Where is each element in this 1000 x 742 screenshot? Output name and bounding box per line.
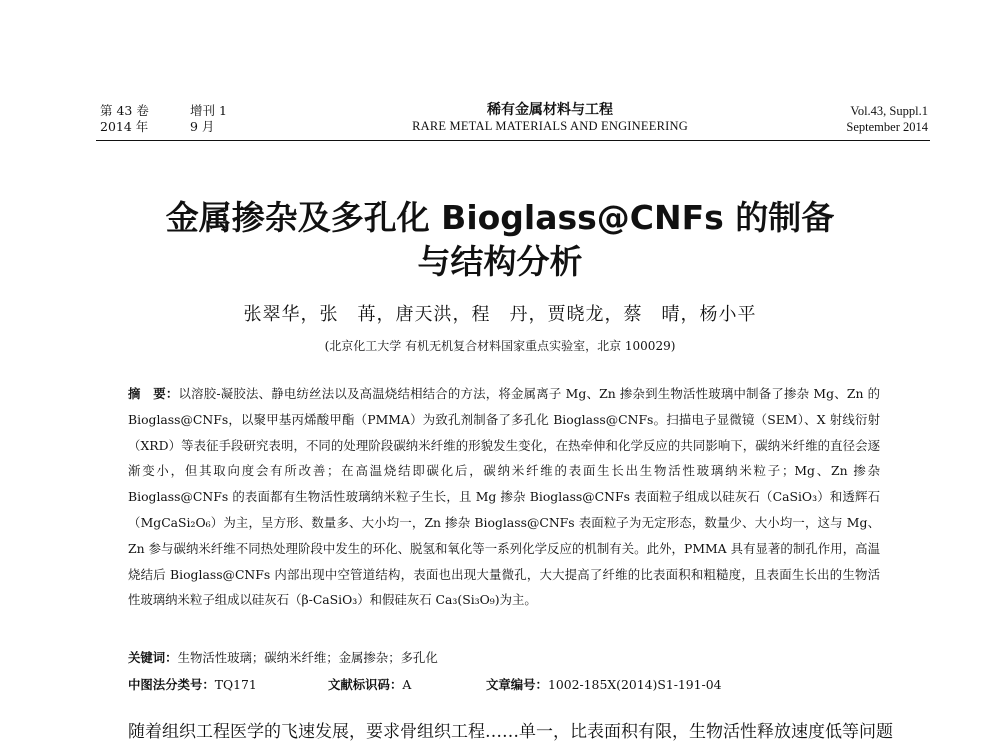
journal-title-en: RARE METAL MATERIALS AND ENGINEERING bbox=[412, 119, 688, 133]
month-cn: 9 月 bbox=[190, 119, 215, 134]
supplement-cn: 增刊 1 bbox=[190, 103, 227, 118]
affiliation: (北京化工大学 有机无机复合材料国家重点实验室，北京 100029) bbox=[324, 339, 676, 353]
title-line-1: 金属掺杂及多孔化 Bioglass@CNFs 的制备 bbox=[165, 198, 835, 237]
journal-header bbox=[390, 102, 710, 134]
classification-row bbox=[128, 676, 880, 694]
journal-title-cn: 稀有金属材料与工程 bbox=[487, 102, 613, 118]
article-title bbox=[60, 196, 940, 284]
year-cn: 2014 年 bbox=[100, 119, 149, 134]
article-no-item bbox=[486, 676, 722, 694]
volume-en: Vol.43, Suppl.1 bbox=[850, 104, 928, 118]
header-left bbox=[100, 103, 227, 135]
doc-code-item bbox=[328, 676, 486, 694]
clc-item bbox=[128, 676, 328, 694]
body-text-start: 随着组织工程医学的飞速发展，要求骨组织工程……单一，比表面积有限，生物活性释放速度低等问题 bbox=[128, 722, 893, 742]
clc-label: 中图法分类号： bbox=[128, 677, 215, 692]
date-en: September 2014 bbox=[846, 120, 928, 134]
header-right bbox=[846, 103, 928, 135]
keywords bbox=[128, 649, 880, 667]
doc-code-label: 文献标识码： bbox=[328, 677, 403, 692]
article-no-label: 文章编号： bbox=[486, 677, 548, 692]
article-no-value: 1002-185X(2014)S1-191-04 bbox=[547, 677, 722, 692]
abstract bbox=[128, 381, 880, 613]
header-rule bbox=[96, 140, 930, 141]
author-list: 张翠华，张 苒，唐天洪，程 丹，贾晓龙，蔡 晴，杨小平 bbox=[243, 304, 757, 325]
title-line-2: 与结构分析 bbox=[417, 242, 583, 281]
clc-value: TQ171 bbox=[214, 677, 257, 692]
keywords-label: 关键词： bbox=[128, 650, 178, 665]
abstract-text: 以溶胶-凝胶法、静电纺丝法以及高温烧结相结合的方法，将金属离子 Mg、Zn 掺杂到生物活性玻璃中制备了掺杂 Mg、Zn 的 Bioglass@CNFs，以聚甲基丙烯酸甲酯（PMMA）为致孔剂制备了多孔化 Bioglass@CNFs。扫描电子显微镜（SEM）、X 射线衍射（XRD）等表征手段研究表明，不同的处理阶段碳纳米纤维的形貌发生变化，在热牵伸和化学反应的共同影响下，碳纳米纤维的直径会逐渐变小，但其取向度会有所改善；在高温烧结即碳化后，碳纳米纤维的表面生长出生物活性玻璃纳米粒子；Mg、Zn 掺杂 Bioglass@CNFs 的表面都有生物活性玻璃纳米粒子生长，且 Mg 掺杂 Bioglass@CNFs 表面粒子组成以硅灰石（CaSiO₃）和透辉石（MgCaSi₂O₆）为主，呈方形、数量多、大小均一，Zn 掺杂 Bioglass@CNFs 表面粒子为无定形态，数量少、大小均一，这与 Mg、Zn 参与碳纳米纤维不同热处理阶段中发生的环化、脱氢和氧化等一系列化学反应的机制有关。此外，PMMA 具有显著的制孔作用，高温烧结后 Bioglass@CNFs 内部出现中空管道结构，表面也出现大量微孔，大大提高了纤维的比表面积和粗糙度，且表面生长出的生物活性玻璃纳米粒子组成以硅灰石（β-CaSiO₃）和假硅灰石 Ca₃(Si₃O₉)为主。 bbox=[128, 386, 881, 608]
abstract-label: 摘 要： bbox=[128, 386, 179, 401]
volume-cn: 第 43 卷 bbox=[100, 103, 149, 118]
keywords-text: 生物活性玻璃；碳纳米纤维；金属掺杂；多孔化 bbox=[177, 650, 438, 665]
doc-code-value: A bbox=[402, 677, 412, 692]
